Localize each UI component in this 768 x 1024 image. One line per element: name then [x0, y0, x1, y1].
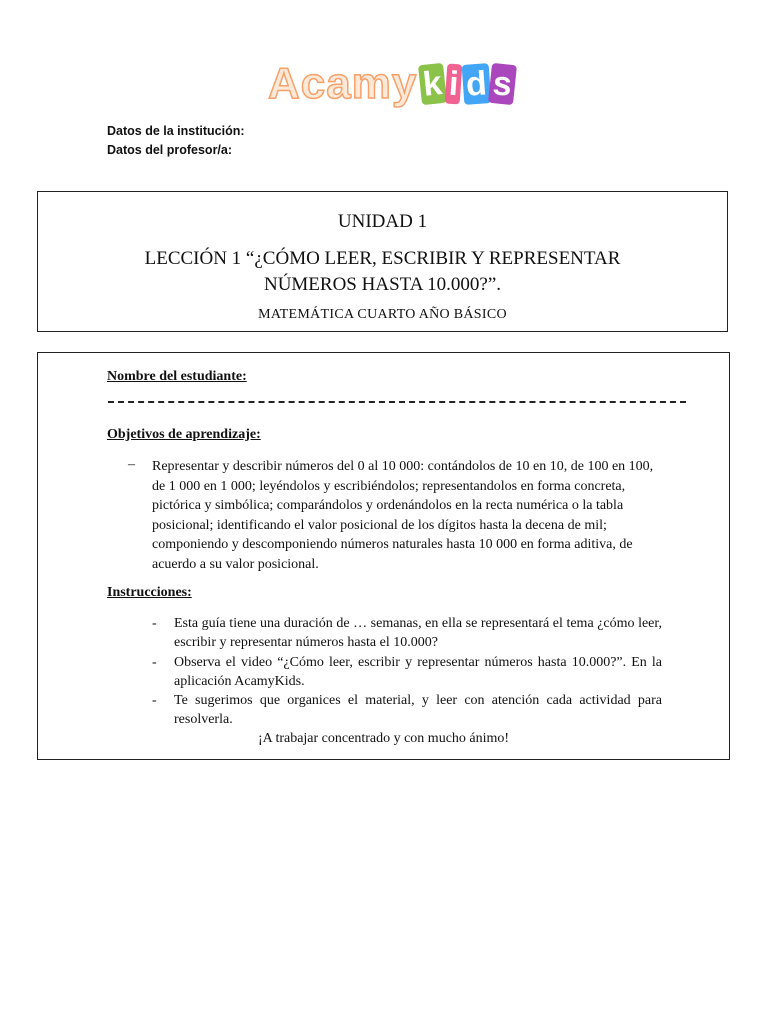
instructions-list	[152, 614, 662, 730]
objective-bullet: –	[128, 457, 135, 472]
instruction-text: Te sugerimos que organices el material, y leer con atención cada actividad para resolverla.	[174, 693, 662, 728]
student-name-field-line[interactable]	[108, 401, 686, 403]
objective-text: Representar y describir números del 0 al 10 000: contándolos de 10 en 10, de 100 en 100, de 1 000 en 1 000; leyéndolos y escribiéndolos; representandolos en forma concreta, pictórica y simbólica; comparándolos y ordenándolos en la recta numérica o la tabla posicional; identificando el valor posicional de los dígitos hasta la decena de mil; componiendo y descomponiendo números naturales hasta 10 000 en forma aditiva, de acuerdo a su valor posicional.	[152, 459, 654, 572]
closing-message: ¡A trabajar concentrado y con mucho ánimo!	[257, 731, 510, 746]
list-item	[152, 691, 662, 730]
logo-text-kids	[419, 64, 515, 104]
unit-title: UNIDAD 1	[337, 211, 428, 232]
logo-letter: i	[445, 64, 463, 105]
student-name-label: Nombre del estudiante:	[107, 369, 247, 384]
teacher-label: Datos del profesor/a:	[107, 143, 233, 157]
list-bullet: -	[152, 654, 157, 670]
lesson-title	[98, 246, 667, 298]
logo-letter: d	[461, 63, 491, 105]
acamykids-logo	[268, 58, 515, 110]
student-box	[37, 352, 730, 760]
logo-letter: k	[418, 63, 447, 105]
list-bullet: -	[152, 693, 157, 709]
logo-text-acamy: Acamy	[268, 59, 418, 108]
lesson-title-line2: NÚMEROS HASTA 10.000?”.	[263, 274, 502, 295]
title-box	[37, 191, 728, 332]
subject-title: MATEMÁTICA CUARTO AÑO BÁSICO	[258, 307, 507, 322]
list-item	[152, 614, 662, 653]
instruction-text: Esta guía tiene una duración de … semanas, en ella se representará el tema ¿cómo leer, escribir y representar números hasta el 10.000?	[174, 616, 662, 651]
list-item	[152, 653, 662, 692]
instruction-text: Observa el video “¿Cómo leer, escribir y representar números hasta 10.000?”. En la aplicación AcamyKids.	[174, 654, 662, 689]
institution-label: Datos de la institución:	[107, 124, 245, 138]
logo-letter: s	[488, 63, 517, 105]
instructions-label: Instrucciones:	[107, 585, 192, 600]
header-meta	[107, 122, 245, 160]
lesson-title-line1: LECCIÓN 1 “¿CÓMO LEER, ESCRIBIR Y REPRESENTAR	[144, 248, 621, 269]
objectives-label: Objetivos de aprendizaje:	[107, 427, 261, 442]
list-bullet: -	[152, 616, 157, 631]
